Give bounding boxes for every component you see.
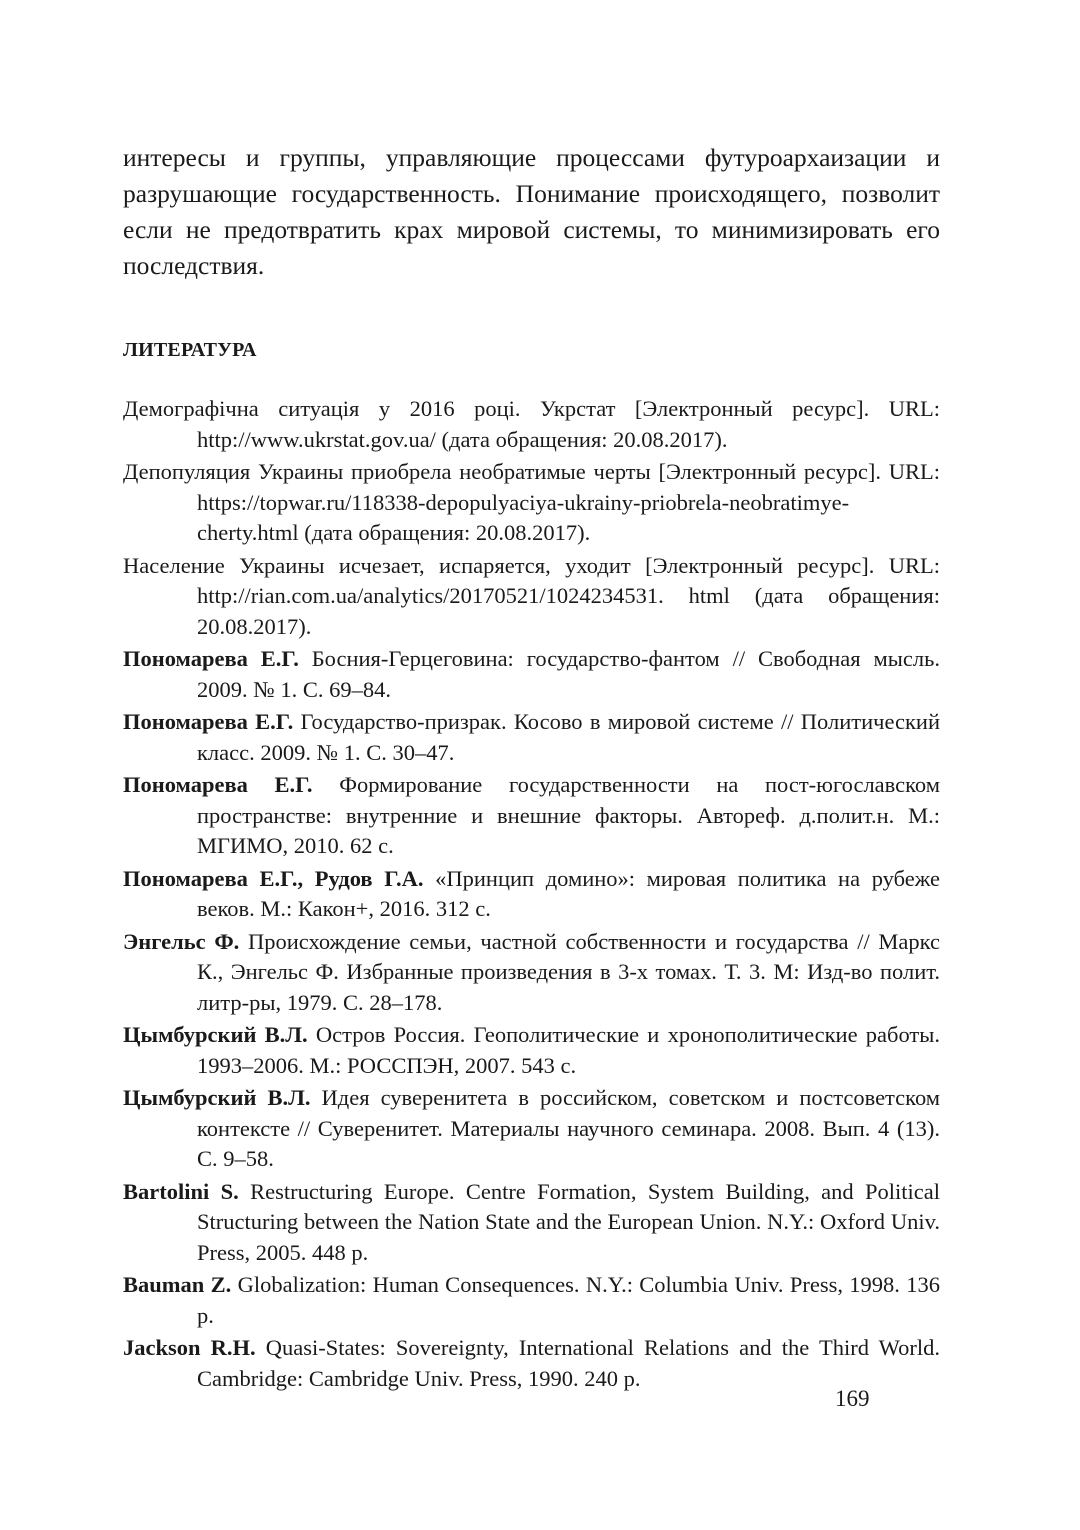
reference-author: Пономарева Е.Г.: [123, 646, 299, 671]
reference-item: [123, 1333, 940, 1394]
reference-text: Формирование государственности на пост-югославском пространстве: внутренние и внешние факторы. Автореф. д.полит.н. М.: МГИМО, 2010. 62 с.: [197, 772, 940, 858]
reference-item: [123, 707, 940, 768]
reference-text: Restructuring Europe. Centre Formation, System Building, and Political Structuring between the Nation State and the European Union. N.Y.: Oxford Univ. Press, 2005. 448 p.: [197, 1178, 940, 1265]
reference-item: [123, 457, 940, 549]
reference-author: Цымбурский В.Л.: [123, 1022, 308, 1047]
reference-text: Босния-Герцеговина: государство-фантом // Свободная мысль. 2009. № 1. С. 69–84.: [197, 646, 940, 702]
intro-paragraph: интересы и группы, управляющие процессами футуроархаизации и разрушающие государственность. Понимание происходящего, позволит если не предотвратить крах мировой системы, то минимизировать его последствия.: [123, 143, 940, 280]
reference-author: Пономарева Е.Г.: [123, 772, 313, 797]
reference-list: [123, 394, 940, 1394]
page-number: 169: [835, 1386, 870, 1411]
reference-item: [123, 1083, 940, 1175]
reference-text: Демографічна ситуація у 2016 році. Укрстат [Электронный ресурс]. URL: http://www.ukrstat.gov.ua/ (дата обращения: 20.08.2017).: [123, 396, 940, 452]
reference-text: Остров Россия. Геополитические и хронополитические работы. 1993–2006. М.: РОССПЭН, 2007. 543 с.: [197, 1022, 941, 1078]
reference-item: [123, 1020, 940, 1081]
reference-text: Происхождение семьи, частной собственности и государства // Маркс К., Энгельс Ф. Избранные произведения в 3-х томах. Т. 3. М: Изд-во полит. литр-ры, 1979. С. 28–178.: [197, 928, 940, 1015]
reference-author: Bartolini S.: [123, 1178, 239, 1204]
reference-text: Государство-призрак. Косово в мировой системе // Политический класс. 2009. № 1. С. 30–47.: [197, 709, 940, 765]
reference-text: Население Украины исчезает, испаряется, уходит [Электронный ресурс]. URL: http://rian.com.ua/analytics/20170521/1024234531. html (дата обращения: 20.08.2017).: [123, 552, 940, 639]
page-content: [123, 140, 940, 1396]
reference-item: [123, 1270, 940, 1331]
reference-text: Quasi-States: Sovereignty, International Relations and the Third World. Cambridge: Cambridge Univ. Press, 1990. 240 p.: [197, 1335, 940, 1391]
reference-item: [123, 864, 940, 925]
reference-author: Энгельс Ф.: [123, 928, 240, 954]
reference-text: Globalization: Human Consequences. N.Y.: Columbia Univ. Press, 1998. 136 p.: [197, 1272, 940, 1328]
reference-text: Идея суверенитета в российском, советском и постсоветском контексте // Суверенитет. Материалы научного семинара. 2008. Вып. 4 (13). С. 9–58.: [197, 1085, 940, 1171]
reference-item: [123, 394, 940, 455]
reference-author: Пономарева Е.Г., Рудов Г.А.: [123, 865, 424, 891]
reference-text: Депопуляция Украины приобрела необратимые черты [Электронный ресурс]. URL: https://topwar.ru/118338-depopulyaciya-ukrainy-priobrela-neobratimye-cherty.html (дата обращения: 20.08.2017).: [123, 459, 940, 545]
reference-item: [123, 1177, 940, 1269]
reference-text: «Принцип домино»: мировая политика на рубеже веков. М.: Какон+, 2016. 312 с.: [197, 865, 940, 921]
reference-author: Цымбурский В.Л.: [123, 1085, 311, 1110]
section-heading: ЛИТЕРАТУРА: [123, 339, 257, 361]
reference-author: Пономарева Е.Г.: [123, 709, 294, 734]
reference-item: [123, 644, 940, 705]
reference-author: Jackson R.H.: [123, 1335, 256, 1360]
reference-item: [123, 927, 940, 1019]
reference-item: [123, 551, 940, 643]
reference-item: [123, 770, 940, 862]
reference-author: Bauman Z.: [123, 1272, 232, 1297]
